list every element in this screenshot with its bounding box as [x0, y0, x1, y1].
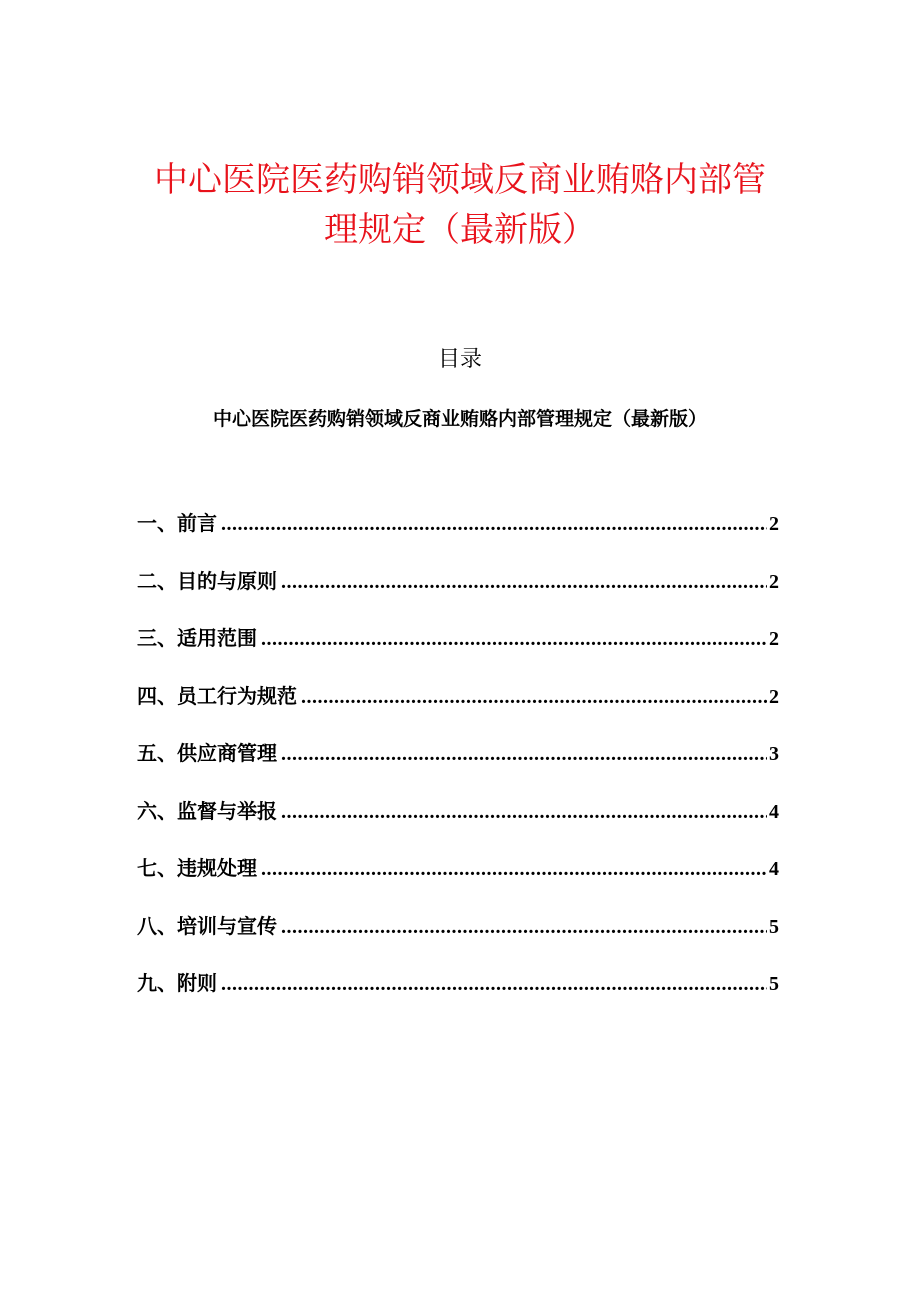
toc-item-conduct[interactable]: [137, 681, 779, 739]
toc-list: [137, 508, 779, 1026]
toc-item-label: 三、适用范围: [137, 626, 257, 650]
toc-item-page: 2: [769, 513, 779, 535]
toc-item-page: 2: [769, 628, 779, 650]
toc-item-supplementary[interactable]: [137, 968, 779, 1026]
toc-item-page: 5: [769, 973, 779, 995]
toc-item-page: 5: [769, 915, 779, 938]
toc-item-violations[interactable]: [137, 853, 779, 911]
toc-item-label: 八、培训与宣传: [137, 913, 277, 938]
toc-heading: 目录: [437, 347, 482, 372]
toc-document-title: 中心医院医药购销领域反商业贿赂内部管理规定（最新版）: [212, 408, 707, 430]
toc-dot-leader: [281, 739, 767, 769]
toc-item-page: 3: [769, 743, 779, 765]
toc-item-label: 九、附则: [137, 971, 217, 995]
toc-item-label: 二、目的与原则: [137, 568, 277, 593]
toc-item-label: 七、违规处理: [137, 856, 257, 880]
toc-dot-leader: [221, 509, 767, 539]
toc-item-foreword[interactable]: [137, 508, 779, 566]
toc-item-page: 2: [769, 570, 779, 593]
toc-dot-leader: [281, 912, 767, 942]
toc-item-label: 六、监督与举报: [137, 798, 277, 823]
toc-item-page: 4: [769, 858, 779, 880]
toc-item-label: 四、员工行为规范: [137, 683, 297, 708]
toc-item-label: 五、供应商管理: [137, 741, 277, 765]
document-title: 中心医院医药购销领域反商业贿赂内部管理规定（最新版）: [154, 160, 766, 250]
toc-item-supplier-management[interactable]: [137, 738, 779, 796]
toc-dot-leader: [261, 854, 767, 884]
toc-item-training[interactable]: [137, 911, 779, 969]
toc-dot-leader: [261, 624, 767, 654]
toc-dot-leader: [221, 969, 767, 999]
toc-dot-leader: [281, 567, 767, 597]
toc-item-purpose-principles[interactable]: [137, 566, 779, 624]
toc-item-page: 2: [769, 685, 779, 708]
toc-item-scope[interactable]: [137, 623, 779, 681]
toc-item-supervision-reporting[interactable]: [137, 796, 779, 854]
toc-item-label: 一、前言: [137, 511, 217, 535]
toc-dot-leader: [281, 797, 767, 827]
toc-item-page: 4: [769, 800, 779, 823]
toc-dot-leader: [301, 682, 767, 712]
